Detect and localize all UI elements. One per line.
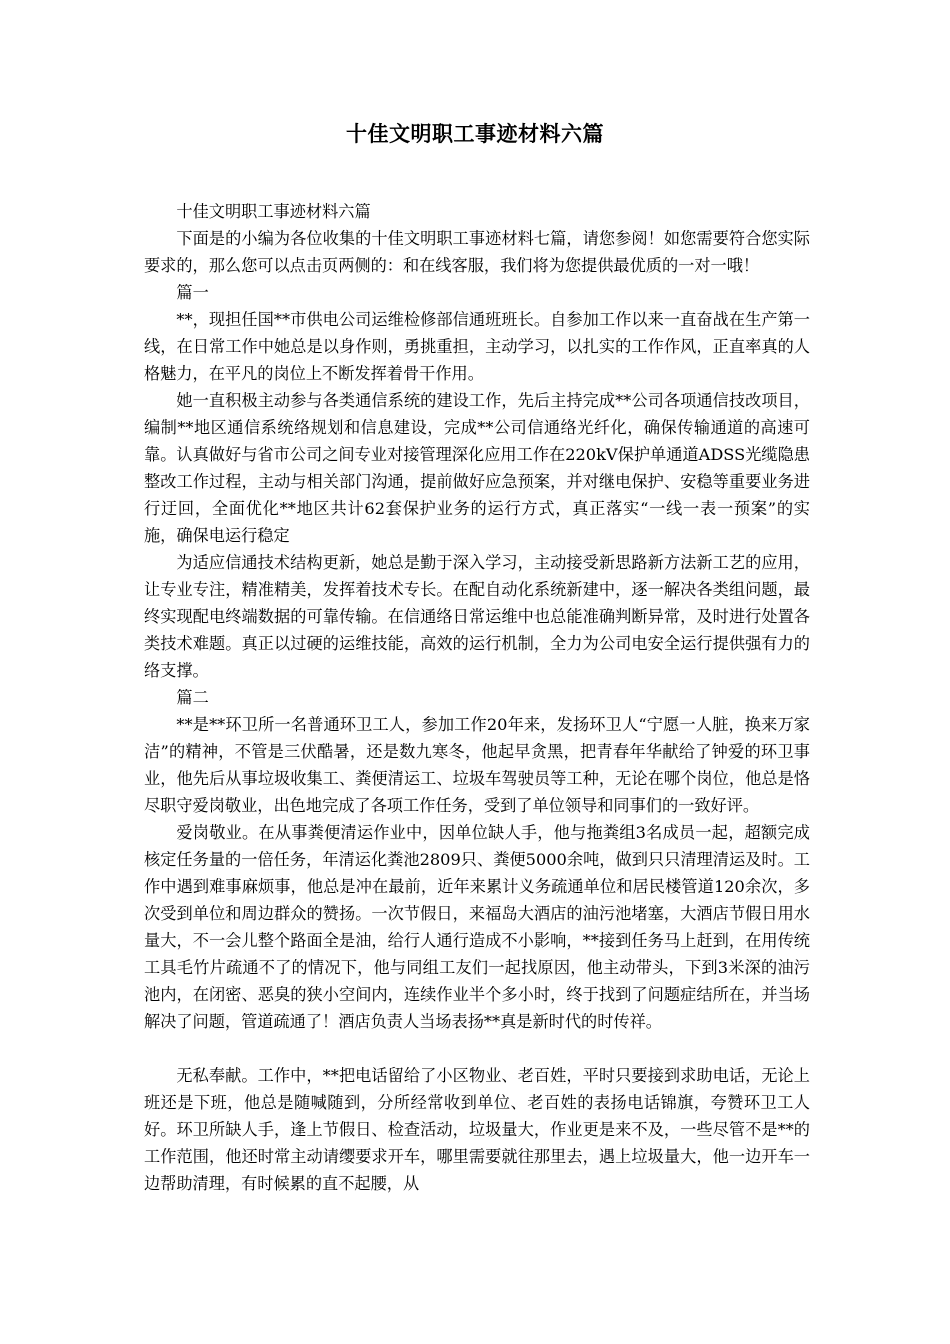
blank-line [144, 1035, 810, 1062]
document-title: 十佳文明职工事迹材料六篇 [346, 121, 604, 146]
subtitle-paragraph: 十佳文明职工事迹材料六篇 [176, 202, 371, 221]
body-paragraph: 无私奉献。工作中，**把电话留给了小区物业、老百姓，平时只要接到求助电话，无论上班还是下班，他总是随喊随到，分所经常收到单位、老百姓的表扬电话锦旗，夸赞环卫工人好。环卫所缺人手，逢上节假日、检查活动，垃圾量大，作业更是来不及，一些尽管不是**的工作范围，他还时常主动请缨要求开车，哪里需要就往那里去，遇上垃圾量大，他一边开车一边帮助清理，有时候累的直不起腰，从 [144, 1066, 810, 1193]
body-paragraph: 爱岗敬业。在从事粪便清运作业中，因单位缺人手，他与拖粪组3名成员一起，超额完成核定任务量的一倍任务，年清运化粪池2809只、粪便5000余吨，做到只只清理清运及时。工作中遇到难事麻烦事，他总是冲在最前，近年来累计义务疏通单位和居民楼管道120余次，多次受到单位和周边群众的赞扬。一次节假日，来福岛大酒店的油污池堵塞，大酒店节假日用水量大，不一会儿整个路面全是油，给行人通行造成不小影响，**接到任务马上赶到，在用传统工具毛竹片疏通不了的情况下，他与同组工友们一起找原因，他主动带头，下到3米深的油污池内，在闭密、恶臭的狭小空间内，连续作业半个多小时，终于找到了问题症结所在，并当场解决了问题，管道疏通了！酒店负责人当场表扬**真是新时代的时传祥。 [144, 823, 810, 1031]
body-paragraph: 为适应信通技术结构更新，她总是勤于深入学习，主动接受新思路新方法新工艺的应用，让专业专注，精准精美，发挥着技术专长。在配自动化系统新建中，逐一解决各类组问题，最终实现配电终端数据的可靠传输。在信通络日常运维中也总能准确判断异常，及时进行处置各类技术难题。真正以过硬的运维技能，高效的运行机制，全力为公司电安全运行提供强有力的络支撑。 [144, 553, 810, 680]
body-paragraph: 她一直积极主动参与各类通信系统的建设工作，先后主持完成**公司各项通信技改项目，编制**地区通信系统络规划和信息建设，完成**公司信通络光纤化，确保传输通道的高速可靠。认真做好与省市公司之间专业对接管理深化应用工作在220kV保护单通道ADSS光缆隐患整改工作过程，主动与相关部门沟通，提前做好应急预案，并对继电保护、安稳等重要业务进行迂回，全面优化**地区共计62套保护业务的运行方式，真正落实“一线一表一预案”的实施，确保电运行稳定 [144, 391, 810, 545]
document-body [144, 198, 810, 1197]
section-heading-1: 篇一 [176, 283, 209, 302]
body-paragraph: **，现担任国**市供电公司运维检修部信通班班长。自参加工作以来一直奋战在生产第一线，在日常工作中她总是以身作则，勇挑重担，主动学习，以扎实的工作作风，正直率真的人格魅力，在平凡的岗位上不断发挥着骨干作用。 [144, 310, 810, 383]
body-paragraph: **是**环卫所一名普通环卫工人，参加工作20年来，发扬环卫人“宁愿一人脏，换来万家洁”的精神，不管是三伏酷暑，还是数九寒冬，他起早贪黑，把青春年华献给了钟爱的环卫事业，他先后从事垃圾收集工、粪便清运工、垃圾车驾驶员等工种，无论在哪个岗位，他总是恪尽职守爱岗敬业，出色地完成了各项工作任务，受到了单位领导和同事们的一致好评。 [144, 715, 810, 815]
intro-paragraph: 下面是的小编为各位收集的十佳文明职工事迹材料七篇，请您参阅！如您需要符合您实际要求的，那么您可以点击页两侧的：和在线客服，我们将为您提供最优质的一对一哦！ [144, 229, 810, 275]
section-heading-2: 篇二 [176, 688, 209, 707]
